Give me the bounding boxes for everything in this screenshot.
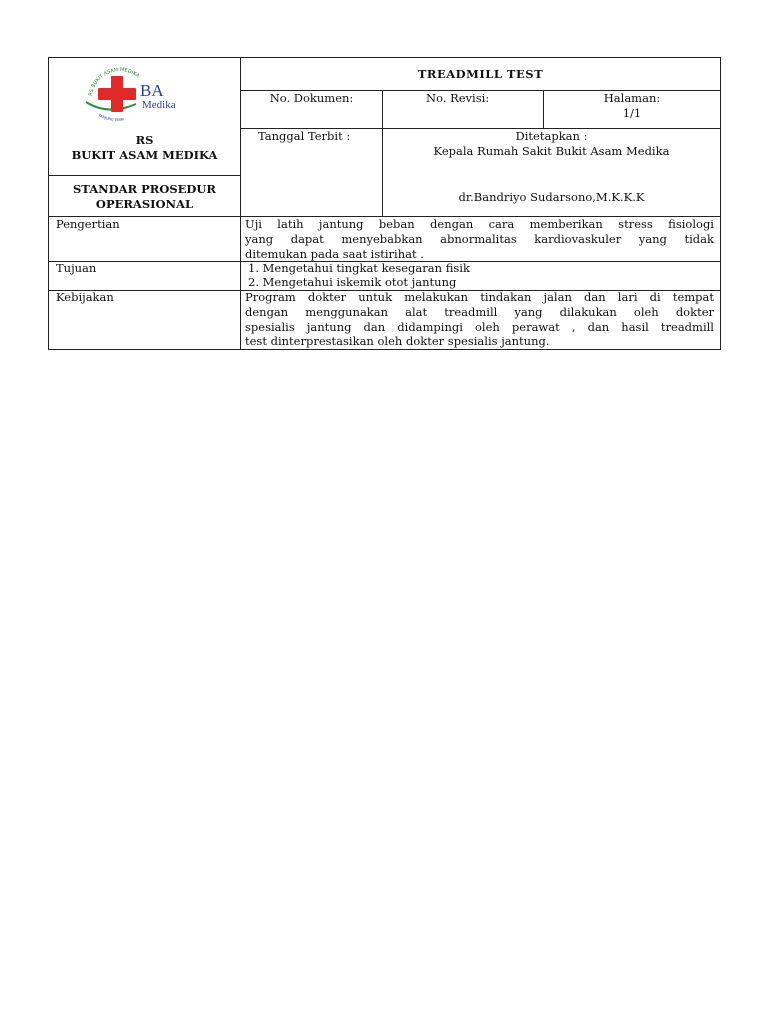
pengertian-line: ditemukan pada saat istirihat . [245,247,424,261]
tujuan-item: 1. Mengetahui tingkat kesegaran fisik [248,261,470,275]
no-revisi-label: No. Revisi: [426,91,490,105]
table-border-top [48,57,721,58]
ditetapkan-by: Kepala Rumah Sakit Bukit Asam Medika [433,144,670,158]
sop-document-table [48,57,721,350]
kebijakan-line: spesialis jantung dan didampingi oleh perawat , dan hasil treadmill [245,320,714,334]
document-title: TREADMILL TEST [417,67,544,81]
row-label-pengertian: Pengertian [56,217,120,231]
no-dokumen-label: No. Dokumen: [269,91,354,105]
sop-label-line2: OPERASIONAL [95,197,194,211]
hospital-logo [78,60,202,128]
tanggal-terbit-label: Tanggal Terbit : [258,129,351,143]
kebijakan-line: Program dokter untuk melakukan tindakan jalan dan lari di tempat [245,290,714,304]
signatory-name: dr.Bandriyo Sudarsono,M.K.K.K [458,190,645,204]
logo-brand-name: Medika [142,99,176,111]
sop-label-line1: STANDAR PROSEDUR [73,182,216,196]
row-divider-hospital [48,175,241,176]
logo-brand-short: BA [140,81,164,100]
halaman-value: 1/1 [622,106,642,120]
row-label-tujuan: Tujuan [56,261,97,275]
logo-arc-text: RS BUKIT ASAM MEDIKA [88,67,141,97]
hospital-name-line1: RS [135,133,154,147]
kebijakan-line: test dinterprestasikan oleh dokter spesialis jantung. [245,334,550,348]
ditetapkan-label: Ditetapkan : [515,129,588,143]
logo-location: TANJUNG ENIM [97,113,124,123]
pengertian-line: Uji latih jantung beban dengan cara memberikan stress fisiologi [245,217,714,231]
hospital-name-line2: BUKIT ASAM MEDIKA [71,148,218,162]
kebijakan-line: dengan menggunakan alat treadmill yang dilakukan oleh dokter [245,305,714,319]
pengertian-line: yang dapat menyebabkan abnormalitas kardiovaskuler yang tidak [245,232,714,246]
halaman-label: Halaman: [603,91,661,105]
tujuan-item: 2. Mengetahui iskemik otot jantung [248,275,457,289]
row-label-kebijakan: Kebijakan [56,290,114,304]
table-border-bottom [48,349,721,350]
